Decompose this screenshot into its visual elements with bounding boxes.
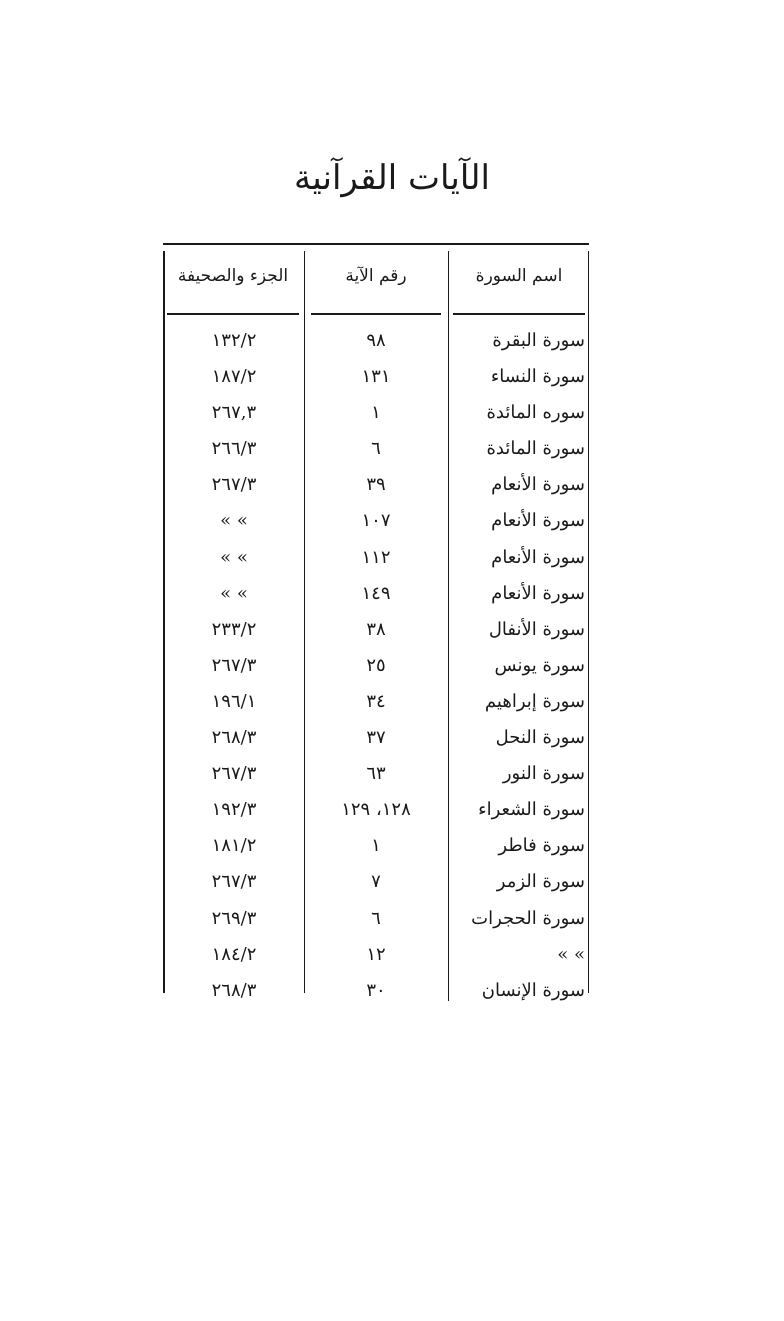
table-row bbox=[163, 684, 589, 720]
surah-cell: سورة الأنعام bbox=[491, 582, 585, 604]
table-row bbox=[163, 467, 589, 503]
header-page: الجزء والصحيفة bbox=[177, 266, 289, 286]
page-cell: ٢٦٧/٣ bbox=[211, 763, 257, 785]
table-row bbox=[163, 576, 589, 612]
header-underline-page bbox=[167, 313, 299, 315]
surah-cell: سورة فاطر bbox=[498, 835, 585, 857]
ayah-cell: ١٢ bbox=[366, 943, 386, 965]
table-row bbox=[163, 648, 589, 684]
header-ayah: رقم الآية bbox=[345, 266, 407, 286]
page-cell: ٢٦٧/٣ bbox=[211, 474, 257, 496]
ayah-cell: ٣٧ bbox=[366, 727, 386, 749]
ayah-cell: ١٤٩ bbox=[361, 582, 391, 604]
surah-cell: سوره المائدة bbox=[486, 402, 585, 424]
ayah-cell: ١٣١ bbox=[361, 366, 391, 388]
ayah-cell: ٣٩ bbox=[366, 474, 386, 496]
surah-cell: سورة الشعراء bbox=[478, 799, 585, 821]
page-cell: ٢٦٧/٣ bbox=[211, 871, 257, 893]
table-row bbox=[163, 828, 589, 864]
ayah-cell: ٦ bbox=[371, 438, 381, 460]
table-row bbox=[163, 756, 589, 792]
ayah-cell: ١ bbox=[371, 402, 381, 424]
page-cell: ٢٦٨/٣ bbox=[211, 979, 257, 1001]
header-underline-surah bbox=[453, 313, 585, 315]
page-cell: » » bbox=[220, 546, 248, 568]
surah-cell: سورة البقرة bbox=[492, 330, 585, 351]
surah-cell: سورة النحل bbox=[495, 727, 585, 749]
page-cell: ٢٦٨/٣ bbox=[211, 727, 257, 749]
table-row bbox=[163, 540, 589, 576]
page-cell: ١٣٢/٢ bbox=[211, 330, 257, 351]
page-title: الآيات القرآنية bbox=[294, 158, 490, 198]
ayah-cell: ٦ bbox=[371, 907, 381, 929]
ayah-cell: ٣٠ bbox=[366, 979, 386, 1001]
page-cell: ١٨٧/٢ bbox=[211, 366, 257, 388]
table-row bbox=[163, 503, 589, 539]
page-cell: ١٨٤/٢ bbox=[211, 943, 257, 965]
ayah-cell: ٩٨ bbox=[366, 330, 386, 351]
ayah-cell: ١٢٨، ١٢٩ bbox=[341, 799, 411, 821]
ayah-cell: ٢٥ bbox=[366, 654, 386, 676]
quran-verses-table bbox=[163, 243, 589, 1001]
header-underline-ayah bbox=[311, 313, 441, 315]
surah-cell: سورة الأنعام bbox=[491, 546, 585, 568]
page-cell: ٢٣٣/٢ bbox=[211, 618, 257, 640]
surah-cell: سورة الأنعام bbox=[491, 474, 585, 496]
ayah-cell: ١٠٧ bbox=[361, 510, 391, 532]
surah-cell: سورة النساء bbox=[490, 366, 585, 388]
surah-cell: سورة الحجرات bbox=[471, 907, 585, 929]
ayah-cell: ٣٨ bbox=[366, 618, 386, 640]
page-cell: » » bbox=[220, 582, 248, 604]
surah-cell: » » bbox=[557, 943, 585, 965]
page-cell: » » bbox=[220, 510, 248, 532]
table-body bbox=[163, 323, 589, 1009]
table-top-rule bbox=[163, 243, 589, 245]
page-cell: ١٩٢/٣ bbox=[211, 799, 257, 821]
table-row bbox=[163, 937, 589, 973]
surah-cell: سورة الزمر bbox=[496, 871, 585, 893]
ayah-cell: ٣٤ bbox=[366, 690, 386, 712]
table-row bbox=[163, 720, 589, 756]
table-row bbox=[163, 973, 589, 1009]
surah-cell: سورة النور bbox=[502, 763, 585, 785]
ayah-cell: ٧ bbox=[371, 871, 381, 893]
ayah-cell: ١ bbox=[371, 835, 381, 857]
table-row bbox=[163, 431, 589, 467]
page-cell: ٢٦٩/٣ bbox=[211, 907, 257, 929]
table-row bbox=[163, 323, 589, 359]
table-row bbox=[163, 864, 589, 900]
table-row bbox=[163, 612, 589, 648]
surah-cell: سورة إبراهيم bbox=[484, 690, 585, 712]
header-surah: اسم السورة bbox=[475, 266, 563, 286]
table-header-row bbox=[163, 261, 589, 291]
page-cell: ١٩٦/١ bbox=[211, 690, 257, 712]
table-row bbox=[163, 901, 589, 937]
page-cell: ١٨١/٢ bbox=[211, 835, 257, 857]
ayah-cell: ١١٢ bbox=[361, 546, 391, 568]
table-row bbox=[163, 792, 589, 828]
surah-cell: سورة الأنعام bbox=[491, 510, 585, 532]
page-cell: ٢٦٧,٣ bbox=[211, 402, 257, 424]
table-row bbox=[163, 395, 589, 431]
page-cell: ٢٦٦/٣ bbox=[211, 438, 257, 460]
surah-cell: سورة يونس bbox=[494, 654, 585, 676]
surah-cell: سورة الأنفال bbox=[488, 618, 585, 640]
surah-cell: سورة المائدة bbox=[486, 438, 585, 460]
table-row bbox=[163, 359, 589, 395]
surah-cell: سورة الإنسان bbox=[481, 979, 585, 1001]
ayah-cell: ٦٣ bbox=[366, 763, 386, 785]
page-cell: ٢٦٧/٣ bbox=[211, 654, 257, 676]
